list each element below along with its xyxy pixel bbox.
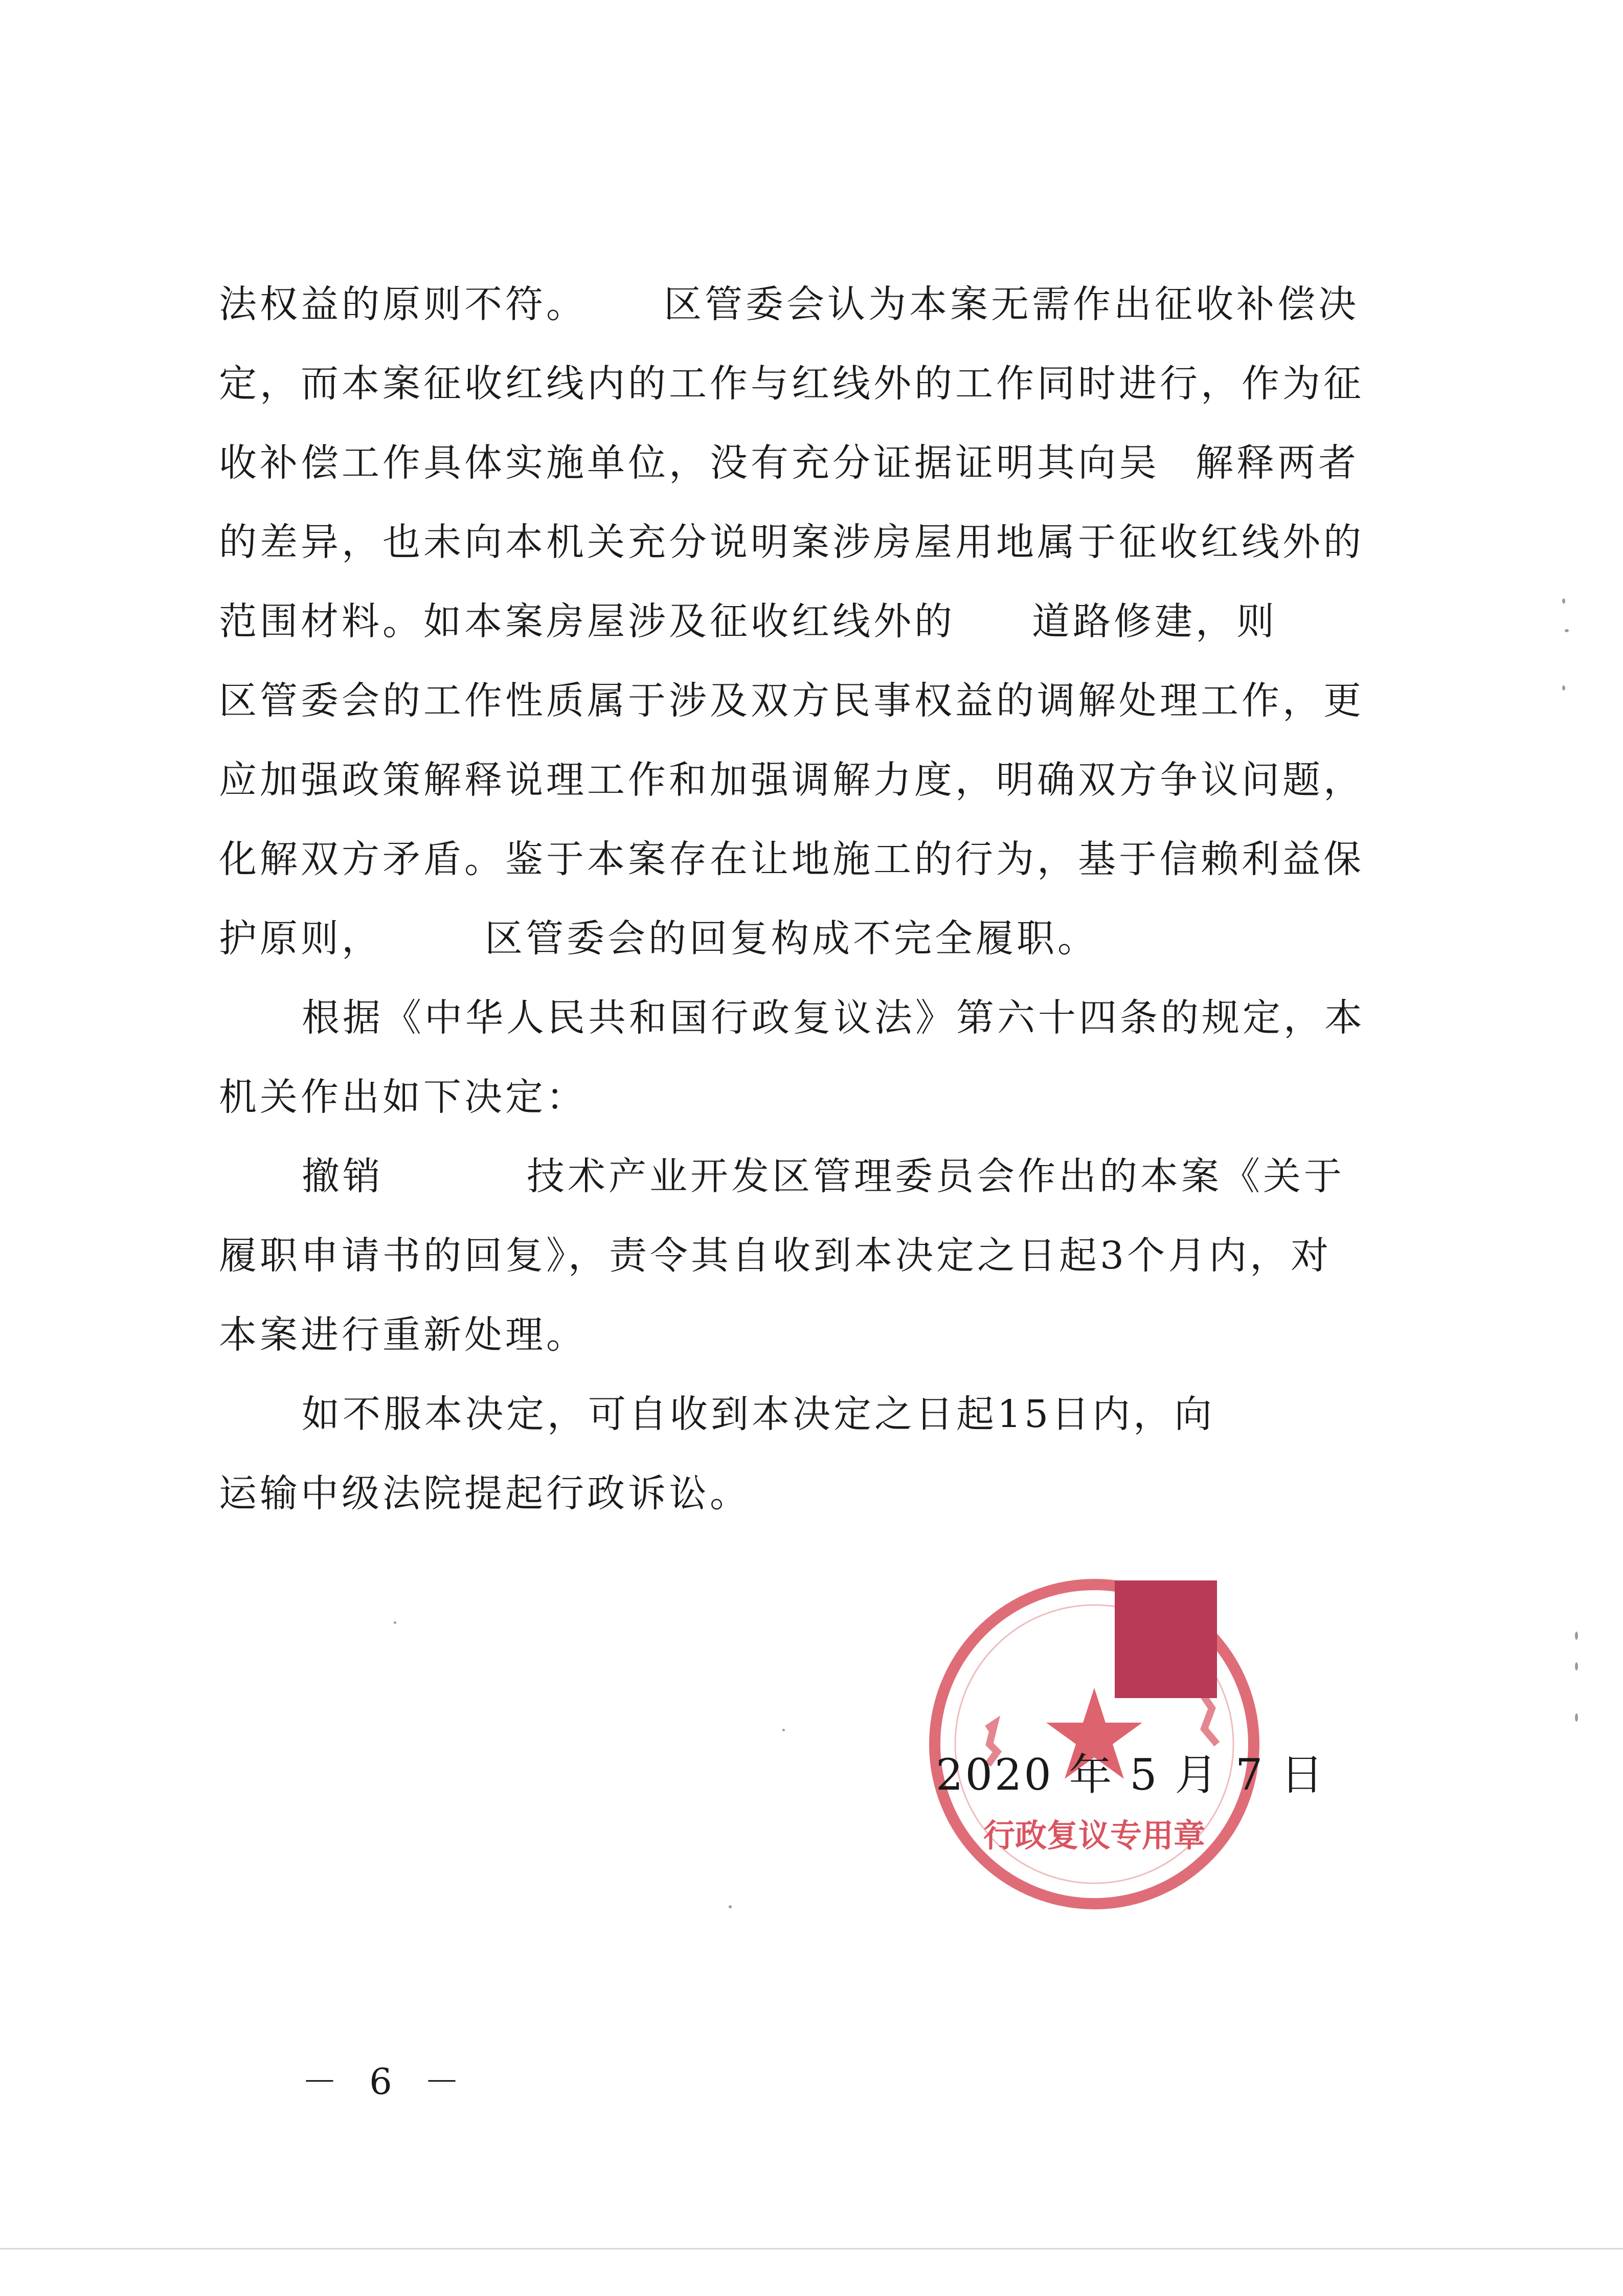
text-line: 的差异，也未向本机关充分说明案涉房屋用地属于征收红线外的 <box>219 520 1364 564</box>
text-segment: 范围材料。如本案房屋涉及征收红线外的 <box>219 599 955 643</box>
text-line <box>219 596 1277 647</box>
page-number: － 6 － <box>302 2061 470 2103</box>
text-segment: 道路修建，则 <box>1032 599 1277 643</box>
text-line: 运输中级法院提起行政诉讼。 <box>219 1472 751 1515</box>
text-line: 根据《中华人民共和国行政复议法》第六十四条的规定，本 <box>302 996 1365 1040</box>
seal-label: 行政复议专用章 <box>983 1817 1206 1854</box>
text-line <box>219 279 1359 330</box>
text-line: 定，而本案征收红线内的工作与红线外的工作同时进行，作为征 <box>219 362 1364 406</box>
text-line: 本案进行重新处理。 <box>219 1313 587 1357</box>
text-segment: 法权益的原则不符。 <box>219 282 587 326</box>
text-segment: 收补偿工作具体实施单位，没有充分证据证明其向吴 <box>219 441 1160 485</box>
scan-speck <box>1562 685 1565 690</box>
scan-speck <box>1575 1632 1578 1640</box>
scan-speck <box>782 1729 785 1731</box>
text-segment: 解释两者 <box>1196 441 1359 485</box>
text-line <box>219 913 1098 964</box>
text-segment: 区管委会认为本案无需作出征收补偿决 <box>664 282 1359 326</box>
text-segment: 区管委会的回复构成不完全履职。 <box>485 917 1098 961</box>
scan-speck <box>729 1905 732 1908</box>
text-line: 机关作出如下决定： <box>219 1075 587 1119</box>
text-line: 化解双方矛盾。鉴于本案存在让地施工的行为，基于信赖利益保 <box>219 837 1364 881</box>
text-segment: 护原则， <box>219 917 382 961</box>
scan-speck <box>1562 598 1565 604</box>
scan-speck <box>1565 629 1569 632</box>
text-segment: 技术产业开发区管理委员会作出的本案《关于 <box>527 1154 1345 1198</box>
text-line: 应加强政策解释说理工作和加强调解力度，明确双方争议问题， <box>219 758 1364 802</box>
redaction-block <box>1115 1580 1217 1698</box>
text-line <box>219 437 1359 488</box>
scan-speck <box>1575 1713 1578 1722</box>
scan-edge-line <box>0 2248 1623 2249</box>
scan-speck <box>1575 1662 1578 1670</box>
text-line <box>302 1151 1345 1202</box>
text-line: 履职申请书的回复》，责令其自收到本决定之日起3个月内，对 <box>219 1234 1332 1278</box>
signature-date: 2020 年 5 月 7 日 <box>936 1750 1326 1800</box>
text-line: 区管委会的工作性质属于涉及双方民事权益的调解处理工作，更 <box>219 679 1364 723</box>
text-line: 如不服本决定，可自收到本决定之日起15日内，向 <box>302 1392 1215 1436</box>
scan-speck <box>394 1621 396 1624</box>
text-segment: 撤销 <box>302 1154 384 1198</box>
